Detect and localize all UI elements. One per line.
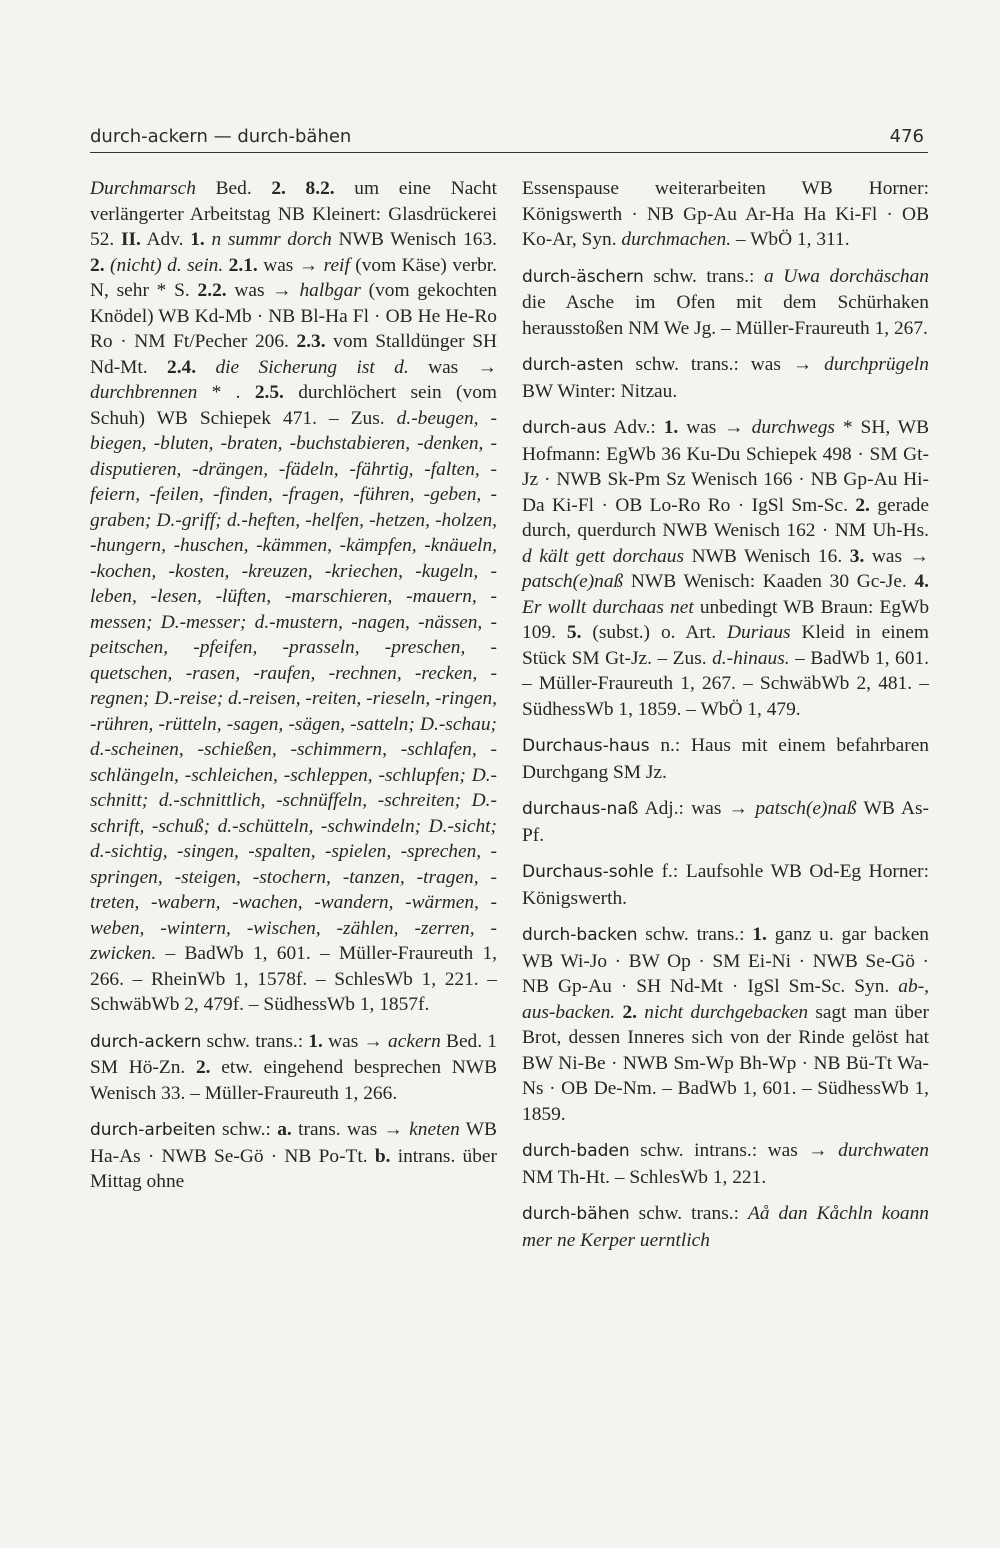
text-run: was → (226, 280, 300, 301)
sense-number: 2. (195, 1057, 211, 1078)
text-run: trans. was → (291, 1119, 410, 1140)
text-run: unbedingt WB Braun: EgWb 109. (522, 596, 930, 643)
text-run: gerade durch, querdurch NWB Wenisch 162 · NM Uh-Hs. (522, 494, 929, 541)
italic-run: nicht durchgebacken (644, 1001, 809, 1023)
italic-run: durchmachen. (621, 229, 732, 250)
text-run: Adv. (140, 229, 191, 250)
right-column (522, 176, 929, 1264)
text-run: (subst.) o. Art. (581, 622, 728, 643)
italic-run: d.-beugen, -biegen, -bluten, -braten, -buchstabieren, -denken, -disputieren, -drängen, -fädeln, -fährtig, -falten, -feiern, -feilen, -finden, -fragen, -führen, -geben, -graben; D.-griff; d.-heften, -helfen, -hetzen, -holzen, -hungern, -huschen, -kämmen, -kämpfen, -knäueln, -kochen, -kosten, -kreuzen, -kriechen, -kugeln, -leben, -lesen, -lüften, -marschieren, -mauern, -messen; D.-messer; d.-mustern, -nagen, -nässen, -peitschen, -pfeifen, -prasseln, -preschen, -quetschen, -rasen, -raufen, -rechnen, -recken, -regnen; D.-reise; d.-reisen, -reiten, -rieseln, -ringen, -rühren, -rütteln, -sagen, -sägen, -satteln; D.-schau; d.-scheinen, -schießen, -schimmern, -schlafen, -schlängeln, -schleichen, -schleppen, -schlupfen; D.-schnitt; d.-schnittlich, -schnüffeln, -schreiten; D.-schrift, -schuß; d.-schütteln, -schwindeln; D.-sicht; d.-sichtig, -singen, -spalten, -spielen, -sprechen, -springen, -steigen, -stochern, -tanzen, -tragen, -treten, -wabern, -wachen, -wandern, -wärmen, -weben, -wintern, -wischen, -zählen, -zerren, -zwicken. (90, 407, 497, 964)
sense-number: 2. (855, 494, 870, 516)
text-run: * . (197, 382, 255, 403)
text-run: schw. trans.: (201, 1030, 309, 1052)
text-run (196, 357, 215, 378)
text-run: schw. trans.: (643, 265, 764, 287)
text-run: NWB Wenisch 163. (331, 229, 497, 250)
italic-run: ab-, aus-backen. (522, 976, 929, 1023)
text-run: durchlöchert sein (vom Schuh) WB Schiepek 471. – Zus. (90, 382, 497, 429)
italic-run: a Uwa dorchäschan (763, 265, 929, 287)
entry-durch-aeschern (522, 264, 929, 342)
text-run: was → (864, 545, 929, 567)
text-run: NWB Wenisch 16. (684, 545, 850, 567)
italic-run: durchwaten (838, 1140, 929, 1161)
entry-durch-backen (522, 922, 929, 1127)
italic-run: kneten (409, 1119, 460, 1140)
entry-durchaus-nass (522, 796, 929, 848)
entry-headword: durch-asten (522, 355, 624, 375)
continuation-paragraph (90, 176, 497, 1018)
entry-headword: durch-backen (522, 925, 638, 945)
italic-run: Duriaus (727, 622, 791, 643)
italic-run: durchprügeln (824, 354, 929, 375)
italic-run: die Sicherung ist d. (215, 356, 409, 378)
italic-run: d.-hinaus. (712, 647, 790, 669)
italic-run: Durchmarsch (90, 178, 196, 199)
text-run: (vom gekochten Knödel) WB Kd-Mb · NB Bl-Ha Fl · OB He He-Ro Ro · NM Ft/Pecher 206. (90, 280, 498, 352)
sense-number: II. (120, 229, 141, 250)
italic-run: Er wollt durchaas net (522, 596, 694, 618)
sense-number: 8.2. (305, 178, 335, 199)
italic-run: (nicht) d. sein. (110, 254, 224, 276)
sense-number: 1. (663, 417, 679, 438)
italic-run: n summr dorch (211, 229, 332, 250)
text-run: n.: Haus mit einem befahrbaren Durchgang SM Jz. (522, 735, 929, 783)
entry-durchaus-sohle (522, 859, 929, 911)
entry-durch-ackern (90, 1029, 497, 1107)
text-run: Adv.: (606, 417, 664, 438)
text-run: was → (257, 254, 324, 276)
entry-headword: durch-ackern (90, 1031, 202, 1052)
text-run: WB As-Pf. (522, 798, 929, 846)
text-run: schw. trans.: was → (623, 354, 825, 375)
italic-run: d kält gett dorchaus (522, 545, 685, 567)
sense-number: 2. (271, 178, 286, 199)
entry-headword: Durchaus-haus (522, 736, 650, 756)
text-run: BW Winter: Nitzau. (522, 380, 678, 402)
entry-durch-baehen (522, 1201, 929, 1253)
italic-run: Aå dan Kåchln koann mer ne Kerper uerntlich (522, 1203, 929, 1251)
text-run: NWB Wenisch: Kaaden 30 Gc-Je. (623, 571, 915, 592)
entry-headword: durchaus-naß (522, 799, 639, 819)
sense-number: 3. (849, 545, 865, 567)
italic-run: patsch(e)naß (522, 571, 624, 592)
entry-durch-asten (522, 352, 929, 404)
text-run: WB Ha-As · NWB Se-Gö · NB Po-Tt. (90, 1119, 497, 1167)
italic-run: reif (323, 254, 350, 276)
text-run: vom Stalldünger SH Nd-Mt. (90, 331, 497, 378)
text-run: um eine Nacht verlängerter Arbeitstag NB Kleinert: Glasdrückerei 52. (90, 178, 497, 250)
sense-number: 2. (90, 254, 105, 276)
italic-run: halbgar (299, 280, 361, 301)
entry-durchaus-haus (522, 733, 929, 785)
sense-number: a. (277, 1119, 292, 1140)
text-run: (vom Käse) verbr. N, sehr * S. (90, 254, 498, 301)
sense-number: 2.5. (254, 382, 284, 403)
text-run: etw. eingehend besprechen NWB Wenisch 33. – Müller-Fraureuth 1, 266. (90, 1057, 498, 1104)
text-run: was → (408, 356, 497, 378)
entry-headword: durch-bähen (522, 1204, 630, 1224)
text-run: schw. trans.: (637, 924, 753, 945)
italic-run: durchwegs (751, 417, 835, 438)
continuation-paragraph (522, 176, 929, 253)
page-number: 476 (889, 126, 924, 147)
text-run: Adj.: was → (638, 798, 756, 819)
running-head-title: durch-ackern — durch-bähen (90, 126, 352, 147)
entry-headword: durch-äschern (522, 266, 644, 287)
text-run: schw. trans.: (629, 1203, 748, 1224)
entry-durch-baden (522, 1138, 929, 1190)
sense-number: 2.3. (296, 331, 326, 352)
sense-number: 2.4. (167, 356, 197, 378)
text-run: Kleid in einem Stück SM Gt-Jz. – Zus. (522, 622, 929, 669)
sense-number: b. (374, 1145, 391, 1167)
entry-headword: durch-baden (522, 1141, 630, 1161)
text-run: – BadWb 1, 601. – Müller-Fraureuth 1, 267. – SchwäbWb 2, 481. – SüdhessWb 1, 1859. – WbÖ 1, 479. (522, 647, 929, 720)
entry-headword: Durchaus-sohle (522, 862, 654, 882)
text-run: ganz u. gar backen WB Wi-Jo · BW Op · SM Ei-Ni · NWB Se-Gö · NB Gp-Au · SH Nd-Mt · IgSl Sm-Sc. Syn. (522, 924, 929, 997)
text-run (286, 178, 306, 199)
text-run: NM Th-Ht. – SchlesWb 1, 221. (522, 1166, 767, 1188)
sense-number: 2.1. (228, 254, 258, 276)
text-run: was → (322, 1030, 389, 1052)
sense-number: 2.2. (197, 280, 227, 301)
text-run: * SH, WB Hofmann: EgWb 36 Ku-Du Schiepek 498 · SM Gt-Jz · NWB Sk-Pm Sz Wenisch 166 · NB Gp-Au Hi-Da Ki-Fl · OB Lo-Ro Ro · IgSl Sm-Sc. (522, 417, 930, 516)
entry-headword: durch-arbeiten (90, 1120, 216, 1140)
text-run: – BadWb 1, 601. – Müller-Fraureuth 1, 266. – RheinWb 1, 1578f. – SchlesWb 1, 221. – SchwäbWb 2, 479f. – SüdhessWb 1, 1857f. (90, 943, 497, 1015)
italic-run: patsch(e)naß (755, 798, 857, 819)
sense-number: 1. (190, 229, 205, 250)
text-run: Bed. (195, 178, 272, 199)
text-run: die Asche im Ofen mit dem Schürhaken herausstoßen NM We Jg. – Müller-Fraureuth 1, 267. (522, 292, 929, 339)
left-column (90, 176, 497, 1206)
text-run: Bed. 1 SM Hö-Zn. (90, 1030, 497, 1078)
entry-durch-aus (522, 415, 929, 722)
text-run: schw.: (215, 1119, 278, 1140)
sense-number: 1. (308, 1030, 323, 1052)
text-run: intrans. über Mittag ohne (90, 1145, 497, 1192)
text-run: – WbÖ 1, 311. (731, 229, 850, 250)
sense-number: 2. (622, 1001, 637, 1023)
running-head (90, 118, 928, 153)
text-run: sagt man über Brot, dessen Inneres sich von der Rinde gelöst hat BW Ni-Be · NWB Sm-Wp Bh-Wp · NB Bü-Tt Wa-Ns · OB De-Nm. – BadWb 1, 601. – SüdhessWb 1, 1859. (522, 1001, 929, 1125)
text-run: schw. intrans.: was → (629, 1140, 839, 1161)
sense-number: 1. (752, 924, 767, 945)
sense-number: 5. (566, 622, 582, 643)
italic-run: ackern (388, 1030, 441, 1052)
italic-run: durchbrennen (90, 382, 198, 403)
text-run: was → (678, 417, 752, 438)
text-run: f.: Laufsohle WB Od-Eg Horner: Königswerth. (522, 861, 929, 909)
entry-durch-arbeiten (90, 1117, 497, 1195)
entry-headword: durch-aus (522, 418, 607, 438)
sense-number: 4. (914, 571, 929, 592)
text-run: Essenspause weiterarbeiten WB Horner: Königswerth · NB Gp-Au Ar-Ha Ha Ki-Fl · OB Ko-Ar, Syn. (522, 178, 929, 250)
